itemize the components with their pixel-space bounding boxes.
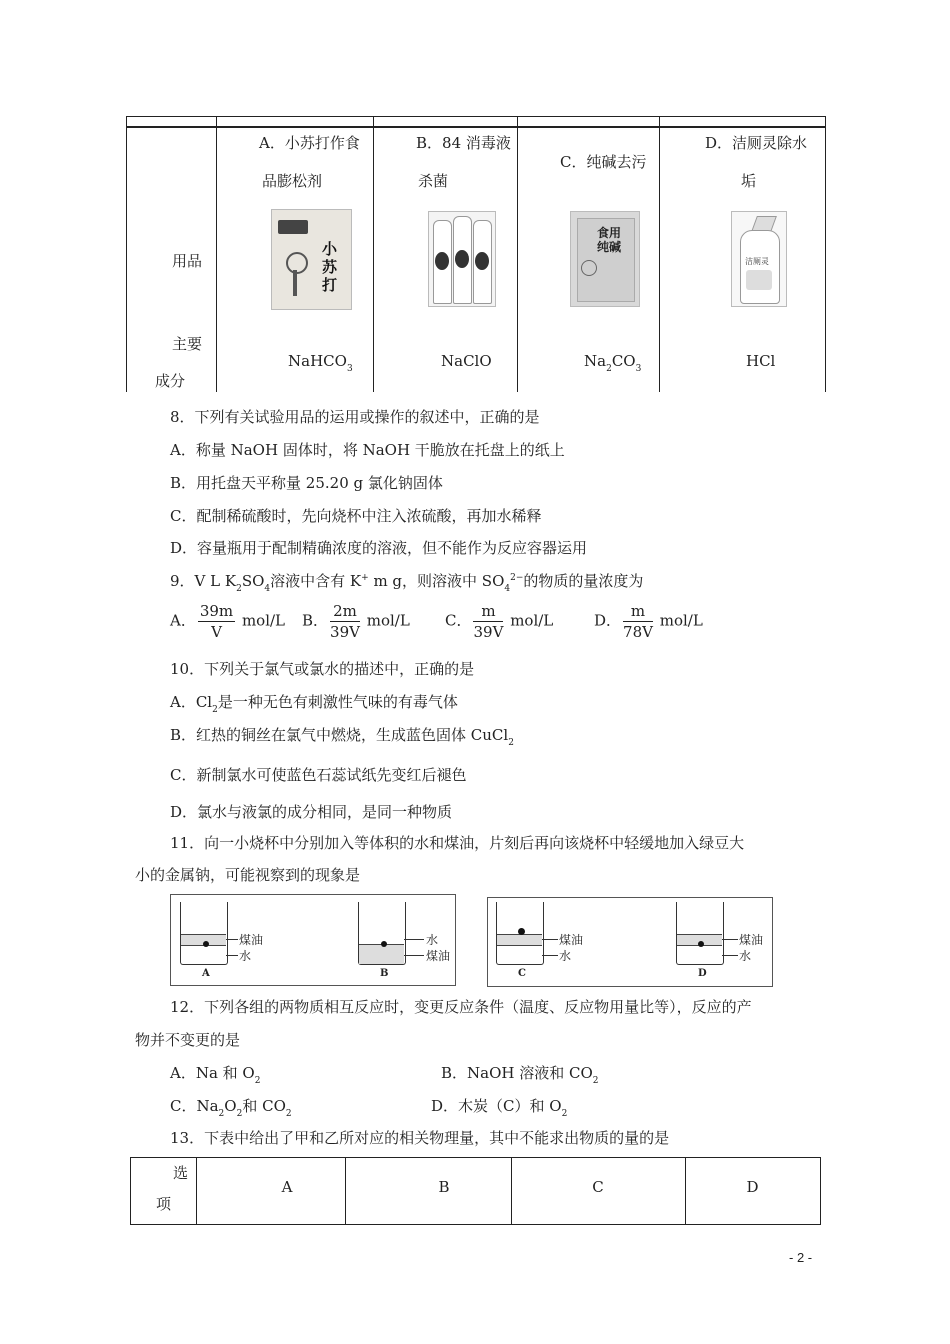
row-label-ingredient-1: 主要: [171, 335, 202, 353]
q9-stem: 9．V L $K_2SO_4$溶液中含有 K+ m g，则溶液中 $SO_4^{2-}$的物质的量浓度为: [170, 572, 644, 594]
q8-option-c: C．配制稀硫酸时，先向烧杯中注入浓硫酸，再加水稀释: [170, 507, 542, 525]
q13-col-c: C: [592, 1178, 604, 1196]
bag-label: 食用纯碱: [597, 226, 622, 254]
q8-option-a: A．称量 NaOH 固体时，将 NaOH 干脆放在托盘上的纸上: [170, 441, 565, 459]
q8-option-b: B．用托盘天平称量 25.20 g 氯化钠固体: [170, 474, 443, 492]
baking-soda-pack-icon: [271, 209, 352, 310]
beaker-c-letter: C: [518, 968, 526, 979]
product-b-line1: B．84 消毒液: [416, 134, 511, 152]
q13-stem: 13．下表中给出了甲和乙所对应的相关物理量，其中不能求出物质的量的是: [170, 1129, 670, 1147]
q10-option-c: C．新制氯水可使蓝色石蕊试纸先变红后褪色: [170, 766, 467, 784]
beaker-d-upper-label: 煤油: [739, 933, 764, 947]
q10-option-a: A．$Cl_2$是一种无色有刺激性气味的有毒气体: [170, 693, 458, 715]
product-c-line1: C．纯碱去污: [560, 153, 647, 171]
q13-header-1: 选: [173, 1164, 189, 1182]
pack-label: 小苏打: [322, 240, 338, 294]
q11-stem-2: 小的金属钠，可能视察到的现象是: [135, 866, 361, 884]
q10-stem: 10．下列关于氯气或氯水的描述中，正确的是: [170, 660, 475, 678]
q12-stem-1: 12．下列各组的两物质相互反应时，变更反应条件（温度、反应物用量比等），反应的产: [170, 998, 752, 1016]
q9-option-a: A． $\frac{39m}{V}$ mol/L: [170, 602, 286, 641]
q9-option-b: B． $\frac{2m}{39V}$ mol/L: [302, 602, 410, 641]
q13-col-b: B: [438, 1178, 450, 1196]
q12-option-b: B．NaOH 溶液和 $CO_2$: [441, 1064, 599, 1086]
product-d-line1: D．洁厕灵除水: [705, 134, 808, 152]
row-label-ingredient-2: 成分: [154, 372, 185, 390]
ingredient-b: NaClO: [441, 352, 492, 370]
beaker-a-letter: A: [202, 968, 210, 979]
sodium-piece-c: [518, 928, 525, 935]
q9-option-c: C． $\frac{m}{39V}$ mol/L: [445, 602, 554, 641]
q12-stem-2: 物并不变更的是: [135, 1031, 241, 1049]
beaker-d-lower-label: 水: [739, 949, 752, 963]
beaker-c-upper-label: 煤油: [559, 933, 584, 947]
beaker-c-lower-label: 水: [559, 949, 572, 963]
ingredient-d: HCl: [746, 352, 776, 370]
soda-ash-bag-icon: [570, 211, 640, 307]
q12-option-c: C．$Na_2O_2$和 $CO_2$: [170, 1097, 292, 1119]
q10-option-d: D．氯水与液氯的成分相同，是同一种物质: [170, 803, 453, 821]
product-b-line2: 杀菌: [418, 172, 449, 190]
disinfectant-bottles-icon: [428, 211, 496, 307]
q9-option-d: D． $\frac{m}{78V}$ mol/L: [594, 602, 703, 641]
beaker-b-upper-label: 水: [426, 933, 439, 947]
beaker-a-upper-label: 煤油: [239, 933, 264, 947]
product-a-line2: 品膨松剂: [262, 172, 323, 190]
page-number: - 2 -: [789, 1250, 813, 1265]
q13-header-2: 项: [156, 1195, 172, 1213]
sodium-piece-b: [381, 941, 387, 947]
q10-option-b: B．红热的铜丝在氯气中燃烧，生成蓝色固体 CuCl$_2$: [170, 726, 514, 748]
beaker-d-letter: D: [698, 968, 707, 979]
q8-option-d: D．容量瓶用于配制精确浓度的溶液，但不能作为反应容器运用: [170, 539, 588, 557]
ingredient-c: $Na_2CO_3$: [584, 352, 642, 374]
q13-col-a: A: [281, 1178, 293, 1196]
product-a-line1: A．小苏打作食: [259, 134, 360, 152]
q11-stem-1: 11．向一小烧杯中分别加入等体积的水和煤油，片刻后再向该烧杯中轻缓地加入绿豆大: [170, 834, 745, 852]
q12-option-d: D．木炭（C）和 $O_2$: [431, 1097, 568, 1119]
sodium-piece-d: [698, 941, 704, 947]
q12-option-a: A．Na 和 $O_2$: [170, 1064, 261, 1086]
product-d-line2: 垢: [741, 172, 757, 190]
beaker-b-letter: B: [380, 968, 389, 979]
beaker-b-lower-label: 煤油: [426, 949, 451, 963]
q13-col-d: D: [746, 1178, 759, 1196]
bottle-label: 洁厕灵: [745, 257, 769, 266]
ingredient-a: NaHCO$_3$: [288, 352, 353, 374]
beaker-a-lower-label: 水: [239, 949, 252, 963]
sodium-piece-a: [203, 941, 209, 947]
q8-stem: 8．下列有关试验用品的运用或操作的叙述中，正确的是: [170, 408, 540, 426]
toilet-cleaner-bottle-icon: [731, 211, 787, 307]
row-label-products: 用品: [171, 252, 202, 270]
